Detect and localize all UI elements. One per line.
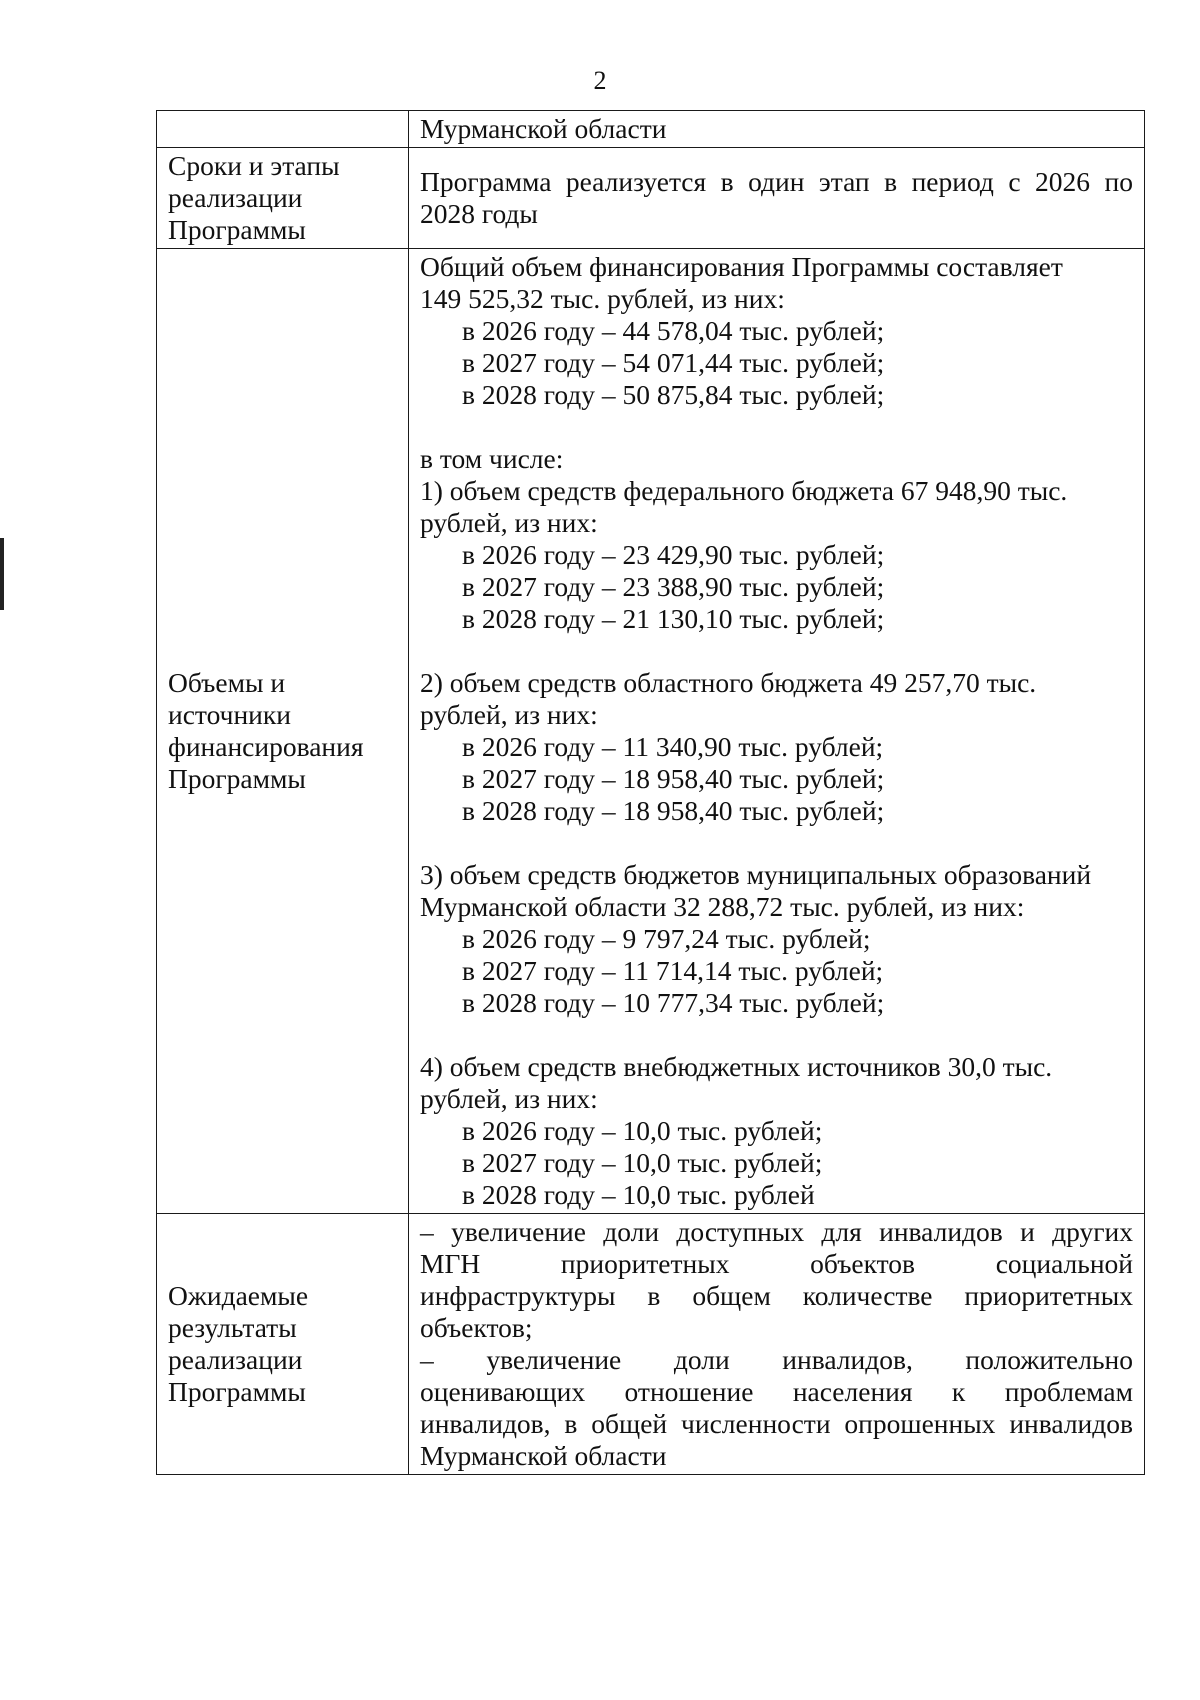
spacer: [420, 635, 1133, 667]
funding-total-year: в 2026 году – 44 578,04 тыс. рублей;: [462, 315, 885, 346]
funding-label-cell: [157, 249, 409, 1214]
results-line: инвалидов, в общей численности опрошенных инвалидов: [420, 1408, 1133, 1439]
table-row-continuation: [157, 111, 1145, 148]
results-label-line: реализации: [168, 1344, 303, 1375]
continuation-cell: [409, 111, 1145, 148]
extrabudgetary-source-line: рублей, из них:: [420, 1083, 598, 1114]
funding-label-line: финансирования: [168, 731, 364, 762]
funding-value-cell: [409, 249, 1145, 1214]
results-value-cell: [409, 1214, 1145, 1475]
spacer: [420, 1019, 1133, 1051]
results-line: оценивающих отношение населения к проблемам: [420, 1376, 1133, 1407]
results-line: инфраструктуры в общем количестве приоритетных: [420, 1280, 1133, 1311]
federal-source-year: в 2028 году – 21 130,10 тыс. рублей;: [462, 603, 885, 634]
extrabudgetary-source-year: в 2027 году – 10,0 тыс. рублей;: [462, 1147, 823, 1178]
regional-source-line: рублей, из них:: [420, 699, 598, 730]
regional-source-year: в 2028 году – 18 958,40 тыс. рублей;: [462, 795, 885, 826]
terms-value-cell: [409, 148, 1145, 249]
municipal-source-year: в 2027 году – 11 714,14 тыс. рублей;: [462, 955, 884, 986]
page-number: 2: [593, 66, 607, 95]
funding-total-year: в 2028 году – 50 875,84 тыс. рублей;: [462, 379, 885, 410]
funding-total-line: 149 525,32 тыс. рублей, из них:: [420, 283, 785, 314]
spacer: [420, 411, 1133, 443]
results-line: – увеличение доли инвалидов, положительно: [420, 1344, 1133, 1375]
funding-label-line: Объемы и: [168, 667, 286, 698]
extrabudgetary-source-year: в 2028 году – 10,0 тыс. рублей: [462, 1179, 815, 1210]
federal-source-line: 1) объем средств федерального бюджета 67 948,90 тыс.: [420, 475, 1068, 506]
terms-label-cell: [157, 148, 409, 249]
results-label-line: результаты: [168, 1312, 297, 1343]
label-cell-empty: [157, 111, 409, 148]
funding-label-line: Программы: [168, 763, 306, 794]
extrabudgetary-source-year: в 2026 году – 10,0 тыс. рублей;: [462, 1115, 823, 1146]
municipal-source-line: 3) объем средств бюджетов муниципальных образований: [420, 859, 1092, 890]
results-label-cell: [157, 1214, 409, 1475]
results-line: Мурманской области: [420, 1440, 667, 1471]
terms-value-line: 2028 годы: [420, 198, 538, 229]
scan-edge-mark: [0, 538, 4, 610]
funding-total-year: в 2027 году – 54 071,44 тыс. рублей;: [462, 347, 885, 378]
results-line: объектов;: [420, 1312, 533, 1343]
results-label-line: Программы: [168, 1376, 306, 1407]
funding-total-line: Общий объем финансирования Программы составляет: [420, 251, 1063, 282]
terms-label-line: реализации: [168, 182, 303, 213]
continuation-text: Мурманской области: [420, 113, 667, 144]
program-passport-table: [156, 110, 1145, 1475]
terms-value-line: Программа реализуется в один этап в период с 2026 по: [420, 166, 1133, 197]
federal-source-line: рублей, из них:: [420, 507, 598, 538]
results-label-line: Ожидаемые: [168, 1280, 309, 1311]
municipal-source-year: в 2026 году – 9 797,24 тыс. рублей;: [462, 923, 871, 954]
table-row-results: [157, 1214, 1145, 1475]
federal-source-year: в 2027 году – 23 388,90 тыс. рублей;: [462, 571, 885, 602]
municipal-source-line: Мурманской области 32 288,72 тыс. рублей, из них:: [420, 891, 1025, 922]
regional-source-year: в 2027 году – 18 958,40 тыс. рублей;: [462, 763, 885, 794]
funding-label-line: источники: [168, 699, 291, 730]
results-line: МГН приоритетных объектов социальной: [420, 1248, 1133, 1279]
terms-label-line: Сроки и этапы: [168, 150, 340, 181]
table-row-funding: [157, 249, 1145, 1214]
extrabudgetary-source-line: 4) объем средств внебюджетных источников 30,0 тыс.: [420, 1051, 1053, 1082]
spacer: [420, 827, 1133, 859]
results-line: – увеличение доли доступных для инвалидов и других: [420, 1216, 1133, 1247]
municipal-source-year: в 2028 году – 10 777,34 тыс. рублей;: [462, 987, 885, 1018]
regional-source-line: 2) объем средств областного бюджета 49 257,70 тыс.: [420, 667, 1037, 698]
regional-source-year: в 2026 году – 11 340,90 тыс. рублей;: [462, 731, 884, 762]
federal-source-year: в 2026 году – 23 429,90 тыс. рублей;: [462, 539, 885, 570]
funding-including-label: в том числе:: [420, 443, 564, 474]
table-row-terms: [157, 148, 1145, 249]
terms-label-line: Программы: [168, 214, 306, 245]
